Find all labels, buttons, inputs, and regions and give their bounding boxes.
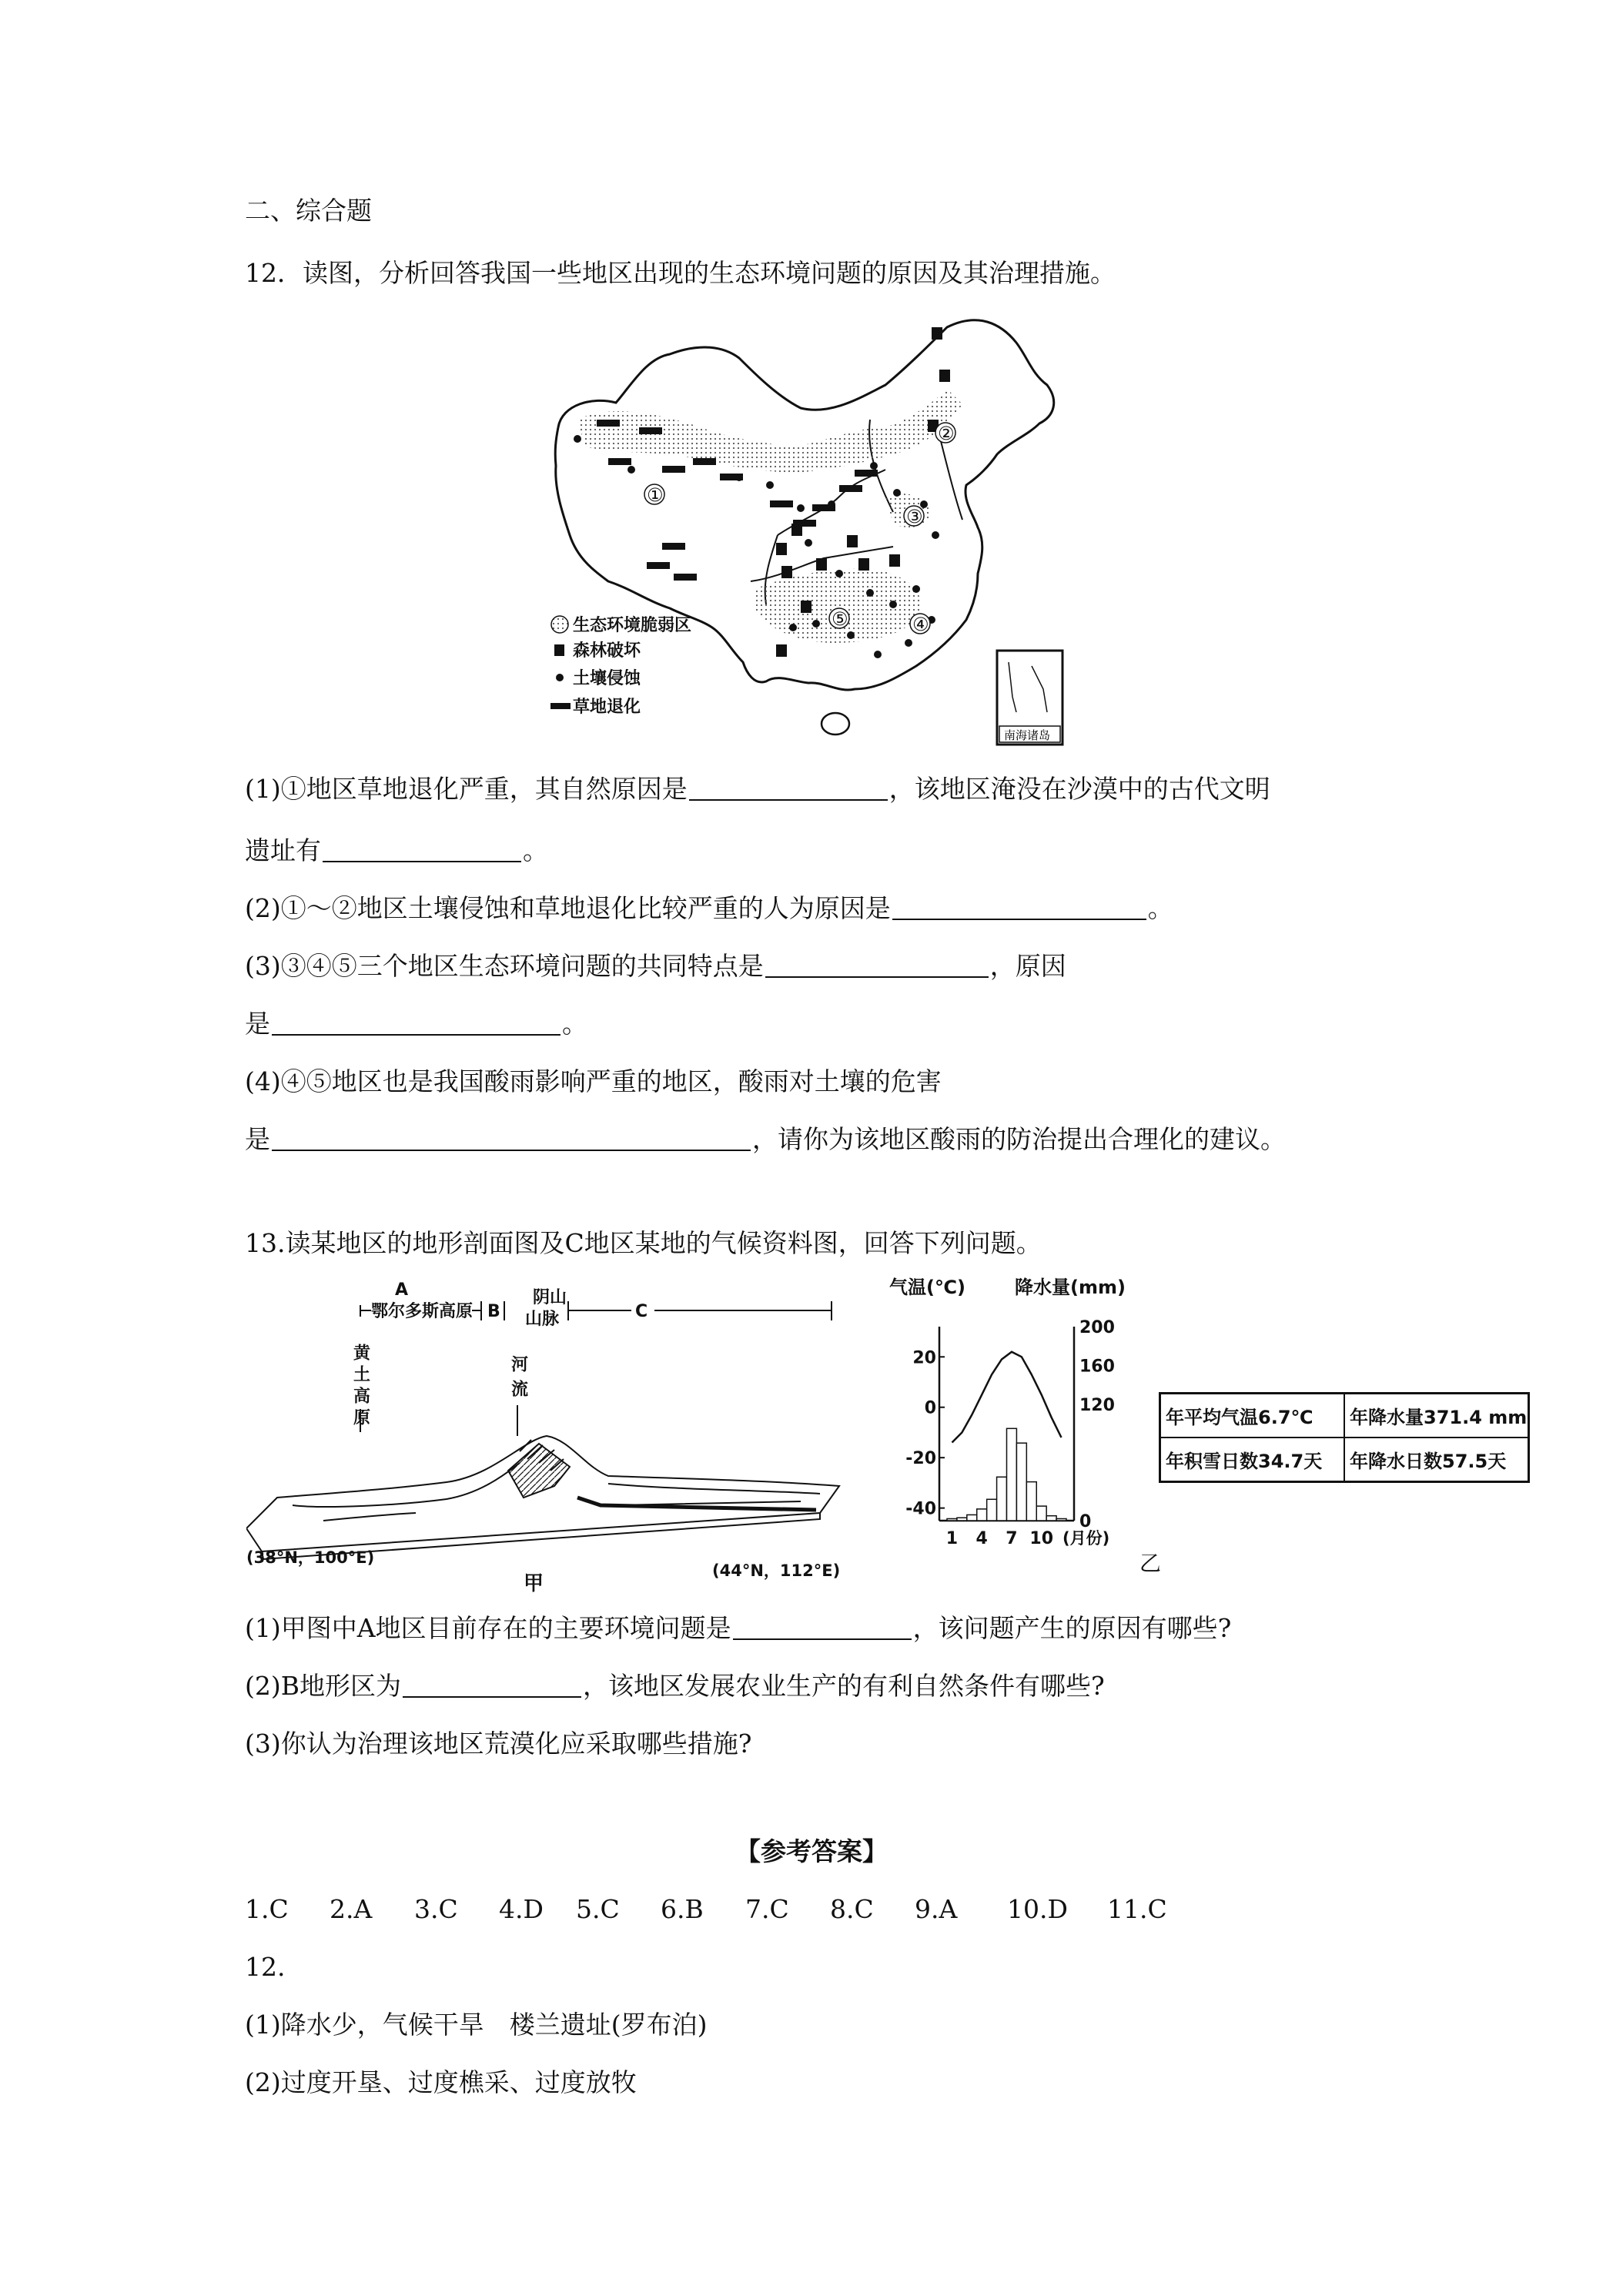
mc-answer: 2.A: [330, 1894, 373, 1924]
precip-tick-label: 160: [1079, 1357, 1115, 1377]
climate-caption: 乙: [1139, 1551, 1162, 1575]
q12-answer-2: (2)过度开垦、过度樵采、过度放牧: [245, 2067, 637, 2097]
q12-answer-1: (1)降水少，气候干旱 楼兰遗址(罗布泊): [245, 2010, 708, 2040]
climate-chart: [878, 1267, 1193, 1575]
legend-grassland-degradation: 草地退化: [573, 698, 641, 717]
profile-label-river: 河流: [508, 1355, 528, 1404]
q12-answer-label: 12.: [245, 1952, 286, 1982]
profile-coord-right: (44°N，112°E): [712, 1561, 841, 1580]
table-cell: 年降水日数57.5天: [1350, 1451, 1507, 1472]
precip-bar: [957, 1518, 967, 1521]
answer-blank[interactable]: [403, 1673, 581, 1698]
q12-sub1-line1: (1)①地区草地退化严重，其自然原因是 ，该地区淹没在沙漠中的古代文明: [245, 774, 1270, 804]
map-legend: [550, 615, 691, 717]
q12-sub2: (2)①～②地区土壤侵蚀和草地退化比较严重的人为原因是 。: [245, 893, 1173, 923]
terrain-profile-figure: [246, 1274, 878, 1598]
answer-blank[interactable]: [892, 895, 1146, 920]
precip-bar: [1056, 1518, 1066, 1521]
profile-label-yinshan-2: 山脉: [525, 1310, 560, 1329]
legend-forest-destruction: 森林破坏: [573, 641, 641, 661]
mc-answer: 5.C: [576, 1894, 620, 1924]
mc-answer: 3.C: [414, 1894, 458, 1924]
precip-bar: [987, 1499, 997, 1521]
inset-label: 南海诸岛: [1004, 728, 1051, 742]
precip-bar: [997, 1477, 1007, 1521]
question-12-stem: 12．读图，分析回答我国一些地区出现的生态环境问题的原因及其治理措施。: [245, 258, 1116, 288]
legend-soil-erosion: 土壤侵蚀: [573, 669, 641, 688]
answer-blank[interactable]: [272, 1011, 561, 1036]
region-label-2: ②: [938, 423, 955, 444]
q12-sub4-line2: 是 ，请你为该地区酸雨的防治提出合理化的建议。: [245, 1124, 1286, 1154]
legend-fragile-zone: 生态环境脆弱区: [573, 616, 692, 635]
precip-bar: [1036, 1506, 1046, 1521]
region-label-5: ⑤: [832, 608, 848, 630]
answer-blank[interactable]: [272, 1126, 751, 1151]
temp-tick-label: 0: [924, 1398, 936, 1418]
terrain-block: [246, 1436, 839, 1559]
profile-label-loess: 黄土高原: [350, 1344, 370, 1430]
profile-label-a: A: [395, 1280, 409, 1300]
region-label-1: ①: [647, 484, 664, 506]
profile-label-ordos: 鄂尔多斯高原: [371, 1302, 474, 1321]
question-13-stem: 13.读某地区的地形剖面图及C地区某地的气候资料图，回答下列问题。: [245, 1228, 1042, 1258]
mc-answers: [245, 1894, 1184, 1925]
answers-title: 【参考答案】: [735, 1836, 888, 1866]
answer-blank[interactable]: [689, 776, 888, 801]
mc-answer: 1.C: [245, 1894, 289, 1924]
answer-blank[interactable]: [323, 838, 521, 862]
q12-sub3-line2: 是 。: [245, 1009, 587, 1039]
precip-tick-label: 0: [1079, 1512, 1092, 1531]
mc-answer: 11.C: [1107, 1894, 1167, 1924]
precip-bar: [967, 1514, 977, 1521]
precip-tick-label: 200: [1079, 1318, 1115, 1337]
q12-sub3-line1: (3)③④⑤三个地区生态环境问题的共同特点是 ，原因: [245, 951, 1066, 981]
precip-axis-title: 降水量(mm): [1015, 1277, 1126, 1298]
q13-sub2: (2)B地形区为 ，该地区发展农业生产的有利自然条件有哪些?: [245, 1671, 1105, 1701]
mc-answer: 9.A: [915, 1894, 958, 1924]
temp-tick-label: -20: [905, 1449, 936, 1469]
precip-bar: [947, 1518, 957, 1521]
mc-answer: 4.D: [499, 1894, 544, 1924]
precip-bar: [1046, 1516, 1056, 1521]
month-tick-label: 4: [975, 1529, 988, 1548]
table-cell: 年平均气温6.7℃: [1161, 1394, 1345, 1437]
table-cell: 年降水量371.4 mm: [1350, 1407, 1528, 1428]
mc-answer: 10.D: [1007, 1894, 1068, 1924]
precip-tick-label: 120: [1079, 1395, 1115, 1415]
month-tick-label: 10: [1029, 1529, 1054, 1548]
temp-tick-label: 20: [912, 1348, 936, 1368]
q13-sub3: (3)你认为治理该地区荒漠化应采取哪些措施?: [245, 1729, 752, 1759]
profile-label-c: C: [635, 1302, 648, 1321]
precip-bar: [1016, 1443, 1026, 1521]
month-axis-label: (月份): [1062, 1529, 1110, 1548]
precip-bar: [977, 1509, 987, 1521]
temp-axis-title: 气温(℃): [889, 1277, 965, 1298]
mc-answer: 6.B: [661, 1894, 704, 1924]
region-label-4: ④: [912, 614, 929, 635]
answer-blank[interactable]: [765, 953, 989, 978]
mc-answer: 7.C: [745, 1894, 789, 1924]
table-cell: 年积雪日数34.7天: [1161, 1438, 1345, 1481]
china-ecology-map: [547, 312, 1070, 751]
q12-sub1-line2: 遗址有 。: [245, 835, 548, 865]
climate-stats-table: [1159, 1392, 1530, 1483]
month-tick-label: 1: [945, 1529, 959, 1548]
mc-answer: 8.C: [830, 1894, 874, 1924]
profile-label-b: B: [487, 1302, 500, 1321]
month-tick-label: 7: [1006, 1529, 1018, 1548]
profile-coord-left: (38°N，100°E): [246, 1548, 375, 1567]
precip-bar: [1026, 1482, 1036, 1521]
section-title: 二、综合题: [245, 196, 372, 226]
region-label-3: ③: [906, 506, 923, 527]
q13-sub1: (1)甲图中A地区目前存在的主要环境问题是 ，该问题产生的原因有哪些?: [245, 1613, 1232, 1643]
temp-tick-label: -40: [905, 1499, 936, 1519]
answer-blank[interactable]: [733, 1615, 912, 1640]
profile-label-yinshan-1: 阴山: [533, 1288, 567, 1307]
south-china-sea-inset: [997, 651, 1062, 745]
profile-caption: 甲: [524, 1572, 544, 1595]
precip-bar: [1007, 1428, 1017, 1521]
q12-sub4-line1: (4)④⑤地区也是我国酸雨影响严重的地区，酸雨对土壤的危害: [245, 1066, 942, 1096]
